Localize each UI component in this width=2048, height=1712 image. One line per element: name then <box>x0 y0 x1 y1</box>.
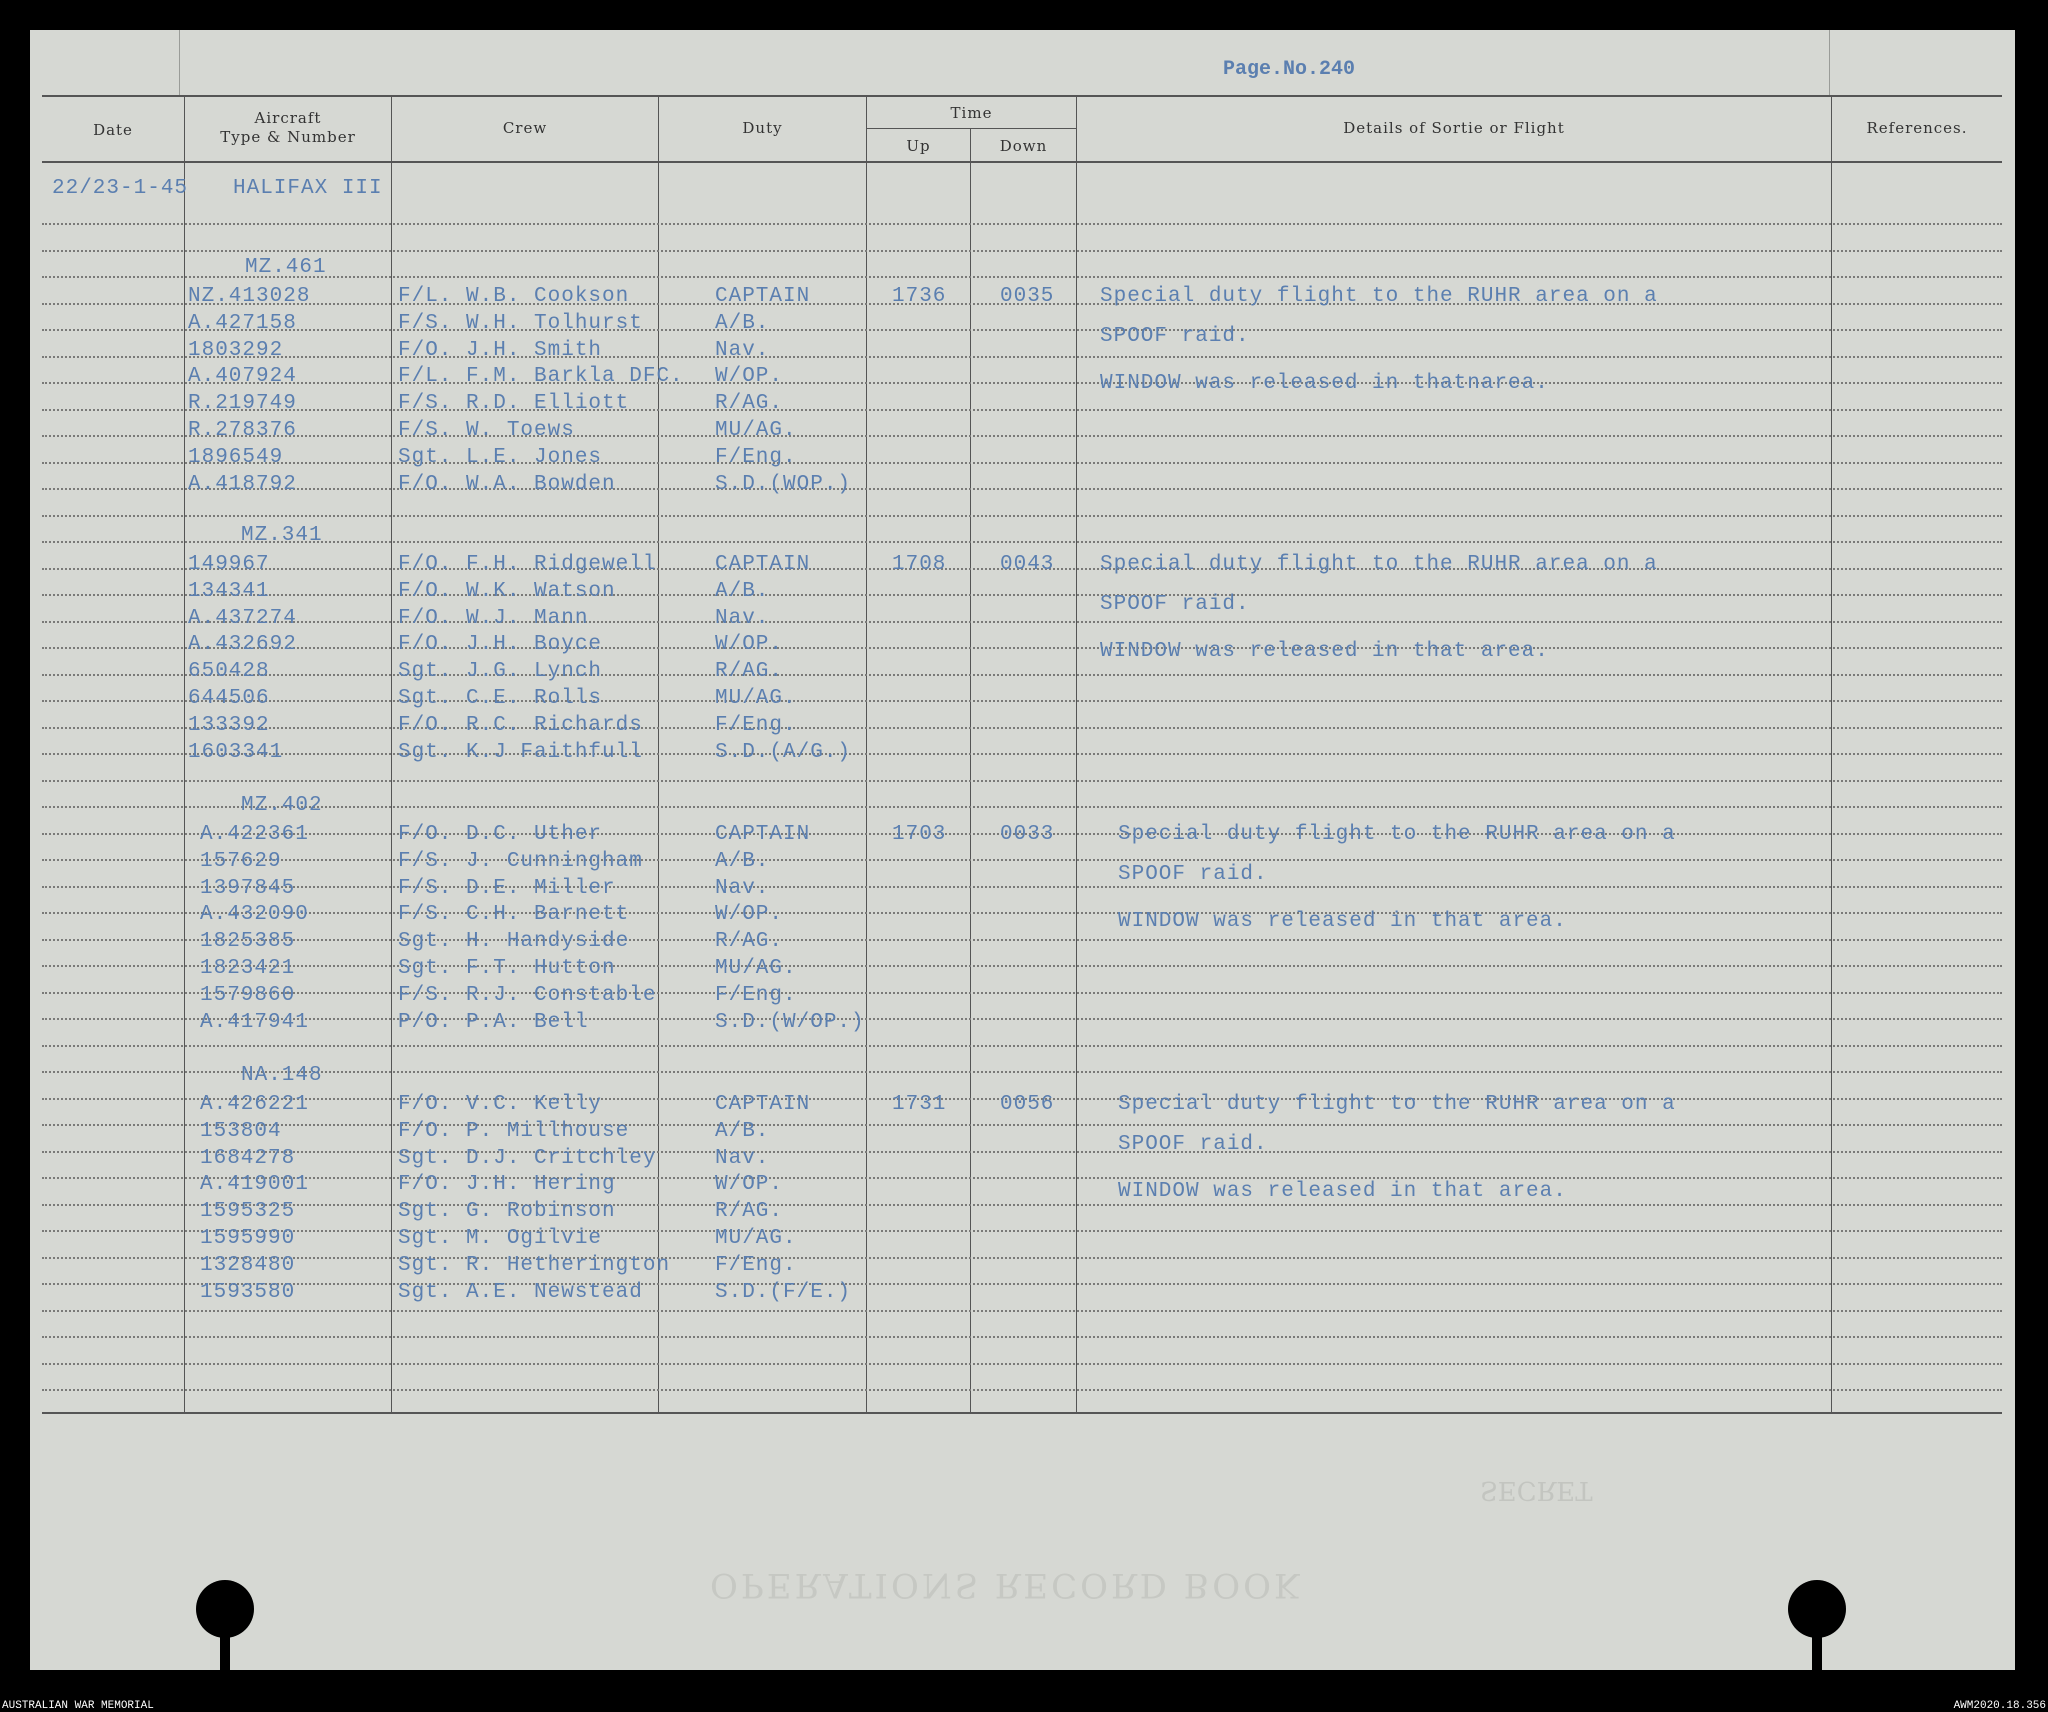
header-references: References. <box>1866 119 1968 137</box>
crew-name: F/S. W.H. Tolhurst <box>398 311 643 335</box>
page-number: Page.No.240 <box>1223 58 1356 81</box>
service-number: 149967 <box>188 553 270 576</box>
header-date: Date <box>93 121 133 139</box>
ruled-line <box>42 965 2002 967</box>
ruled-line <box>42 859 2002 861</box>
caption-left: AUSTRALIAN WAR MEMORIAL <box>2 1700 154 1712</box>
crew-name: F/O. J.H. Boyce <box>398 633 603 657</box>
time-up: 1703 <box>892 823 947 846</box>
ruled-line <box>42 939 2002 941</box>
crew-name: Sgt. R. Hetherington <box>398 1253 671 1277</box>
ruled-line <box>42 223 2002 225</box>
crew-duty: F/Eng. <box>715 1253 797 1277</box>
details-line: SPOOF raid. <box>1100 593 1250 616</box>
bleedthrough-secret: SECRET <box>1480 1475 1593 1505</box>
ruled-line <box>42 488 2002 490</box>
service-number: 133392 <box>188 713 270 737</box>
details-line: WINDOW was released in that area. <box>1118 1180 1567 1203</box>
service-number: A.432090 <box>200 903 309 927</box>
time-down: 0056 <box>1000 1093 1055 1116</box>
crew-name: F/O. W.K. Watson <box>398 579 616 603</box>
details-line: SPOOF raid. <box>1100 325 1250 348</box>
ruled-line <box>42 700 2002 702</box>
crew-name: F/O. F.H. Ridgewell <box>398 553 657 576</box>
ruled-line <box>42 382 2002 384</box>
service-number: 1397845 <box>200 876 296 900</box>
ruled-line <box>42 1389 2002 1391</box>
ruled-line <box>42 1257 2002 1259</box>
ruled-line <box>42 276 2002 278</box>
crew-duty: R/AG. <box>715 392 784 416</box>
crew-duty: CAPTAIN <box>715 823 811 846</box>
crew-duty: S.D.(F/E.) <box>715 1280 852 1304</box>
ruled-line <box>42 886 2002 888</box>
header-crew: Crew <box>502 119 548 137</box>
record-page <box>30 30 2015 1670</box>
aircraft-serial: MZ.402 <box>241 794 323 817</box>
crew-duty: S.D.(A/G.) <box>715 740 852 764</box>
ruled-line <box>42 329 2002 331</box>
details-line: WINDOW was released in that area. <box>1100 640 1549 663</box>
header-time-down: Down <box>999 137 1048 155</box>
ruled-line <box>42 409 2002 411</box>
crew-duty: R/AG. <box>715 930 784 954</box>
ruled-line <box>42 780 2002 782</box>
header-bottom-rule <box>42 161 2002 163</box>
crew-duty: CAPTAIN <box>715 553 811 576</box>
aircraft-type: HALIFAX III <box>233 177 383 200</box>
crew-duty: A/B. <box>715 849 770 873</box>
time-sub-rule <box>866 128 1076 129</box>
service-number: R.219749 <box>188 392 297 416</box>
service-number: 157629 <box>200 849 282 873</box>
crew-name: Sgt. H. Handyside <box>398 930 630 954</box>
details-line: SPOOF raid. <box>1118 1133 1268 1156</box>
ruled-line <box>42 1363 2002 1365</box>
crew-duty: CAPTAIN <box>715 1093 811 1116</box>
ruled-line <box>42 541 2002 543</box>
ruled-line <box>42 992 2002 994</box>
crew-name: Sgt. D.J. Critchley <box>398 1146 657 1170</box>
service-number: A.407924 <box>188 365 297 389</box>
crew-name: Sgt. A.E. Newstead <box>398 1280 643 1304</box>
service-number: 1595325 <box>200 1200 296 1224</box>
ruled-line <box>42 621 2002 623</box>
ruled-line <box>42 753 2002 755</box>
ruled-line <box>42 1018 2002 1020</box>
service-number: A.432692 <box>188 633 297 657</box>
crew-name: F/S. C.H. Barnett <box>398 903 630 927</box>
service-number: A.422361 <box>200 823 309 846</box>
crew-duty: Nav. <box>715 876 770 900</box>
header-aircraft-line1: Aircraft <box>254 109 322 127</box>
time-up: 1708 <box>892 553 947 576</box>
time-up: 1731 <box>892 1093 947 1116</box>
crew-duty: A/B. <box>715 1119 770 1143</box>
ruled-line <box>42 250 2002 252</box>
service-number: 1825385 <box>200 930 296 954</box>
ruled-line <box>42 1071 2002 1073</box>
details-line: Special duty flight to the RUHR area on a <box>1100 553 1658 576</box>
crew-duty: MU/AG. <box>715 687 797 710</box>
service-number: 134341 <box>188 579 270 603</box>
crew-duty: W/OP. <box>715 365 784 389</box>
ruled-line <box>42 1230 2002 1232</box>
crew-name: Sgt. G. Robinson <box>398 1200 616 1224</box>
crew-duty: A/B. <box>715 311 770 335</box>
ruled-line <box>42 462 2002 464</box>
crew-name: F/L. W.B. Cookson <box>398 285 630 308</box>
crew-name: F/O. J.H. Smith <box>398 338 603 362</box>
crew-duty: Nav. <box>715 338 770 362</box>
top-tick-2 <box>1829 30 1830 95</box>
table-bottom-rule <box>42 1412 2002 1414</box>
crew-name: Sgt. M. Ogilvie <box>398 1227 603 1250</box>
crew-duty: W/OP. <box>715 633 784 657</box>
service-number: 1684278 <box>200 1146 296 1170</box>
crew-name: F/O. V.C. Kelly <box>398 1093 603 1116</box>
details-line: Special duty flight to the RUHR area on a <box>1100 285 1658 308</box>
crew-name: F/O. W.J. Mann <box>398 606 589 630</box>
service-number: 1803292 <box>188 338 284 362</box>
time-down: 0033 <box>1000 823 1055 846</box>
ruled-line <box>42 1151 2002 1153</box>
service-number: A.418792 <box>188 472 297 496</box>
header-time: Time <box>950 104 993 122</box>
crew-duty: F/Eng. <box>715 713 797 737</box>
ruled-line <box>42 912 2002 914</box>
aircraft-serial: NA.148 <box>241 1064 323 1087</box>
col-line-up <box>970 128 971 1412</box>
ruled-line <box>42 674 2002 676</box>
ruled-line <box>42 1336 2002 1338</box>
ruled-line <box>42 515 2002 517</box>
ruled-line <box>42 435 2002 437</box>
crew-name: F/O. W.A. Bowden <box>398 472 616 496</box>
crew-duty: MU/AG. <box>715 419 797 442</box>
service-number: A.426221 <box>200 1093 309 1116</box>
crew-name: F/S. J. Cunningham <box>398 849 643 873</box>
service-number: 1579860 <box>200 983 296 1007</box>
crew-duty: R/AG. <box>715 1200 784 1224</box>
service-number: A.419001 <box>200 1173 309 1197</box>
service-number: 1896549 <box>188 445 284 469</box>
crew-name: F/S. R.D. Elliott <box>398 392 630 416</box>
crew-duty: W/OP. <box>715 903 784 927</box>
ruled-line <box>42 1124 2002 1126</box>
details-line: Special duty flight to the RUHR area on a <box>1118 1093 1676 1116</box>
crew-name: F/O. R.C. Richards <box>398 713 643 737</box>
header-top-rule <box>42 95 2002 97</box>
time-down: 0035 <box>1000 285 1055 308</box>
bleedthrough-title: OPERATIONS RECORD BOOK <box>710 1565 1303 1605</box>
crew-duty: MU/AG. <box>715 957 797 980</box>
time-up: 1736 <box>892 285 947 308</box>
crew-name: P/O. P.A. Bell <box>398 1010 589 1034</box>
ruled-line <box>42 356 2002 358</box>
crew-duty: MU/AG. <box>715 1227 797 1250</box>
aircraft-serial: MZ.341 <box>241 524 323 547</box>
crew-name: F/S. D.E. Miller <box>398 876 616 900</box>
crew-name: F/O. J.H. Hering <box>398 1173 616 1197</box>
crew-duty: Nav. <box>715 1146 770 1170</box>
service-number: 1328480 <box>200 1253 296 1277</box>
ruled-line <box>42 1177 2002 1179</box>
crew-duty: F/Eng. <box>715 983 797 1007</box>
crew-name: F/O. D.C. Uther <box>398 823 603 846</box>
crew-duty: A/B. <box>715 579 770 603</box>
crew-name: F/S. W. Toews <box>398 419 575 442</box>
service-number: A.437274 <box>188 606 297 630</box>
service-number: 650428 <box>188 660 270 684</box>
ruled-line <box>42 1204 2002 1206</box>
caption-right: AWM2020.18.356 <box>1953 1700 2046 1712</box>
aircraft-serial: MZ.461 <box>245 256 327 279</box>
crew-name: Sgt. F.T. Hutton <box>398 957 616 980</box>
service-number: A.417941 <box>200 1010 309 1034</box>
ruled-line <box>42 806 2002 808</box>
header-aircraft-line2: Type & Number <box>220 128 356 146</box>
ruled-line <box>42 1283 2002 1285</box>
binding-pin-right <box>1812 1620 1822 1670</box>
crew-duty: S.D.(WOP.) <box>715 472 852 496</box>
crew-duty: F/Eng. <box>715 445 797 469</box>
service-number: NZ.413028 <box>188 285 311 308</box>
service-number: 153804 <box>200 1119 282 1143</box>
crew-name: F/L. F.M. Barkla DFC. <box>398 365 684 389</box>
header-details: Details of Sortie or Flight <box>1343 119 1565 137</box>
crew-duty: R/AG. <box>715 660 784 684</box>
crew-name: Sgt. L.E. Jones <box>398 445 603 469</box>
header-duty: Duty <box>742 119 783 137</box>
ruled-line <box>42 727 2002 729</box>
service-number: A.427158 <box>188 311 297 335</box>
crew-duty: Nav. <box>715 606 770 630</box>
ruled-line <box>42 1045 2002 1047</box>
date-entry: 22/23-1-45 <box>52 177 189 200</box>
ruled-line <box>42 594 2002 596</box>
crew-name: Sgt. C.E. Rolls <box>398 687 603 710</box>
ruled-line <box>42 647 2002 649</box>
details-line: WINDOW was released in that area. <box>1118 910 1567 933</box>
ruled-line <box>42 1310 2002 1312</box>
details-line: Special duty flight to the RUHR area on a <box>1118 823 1676 846</box>
service-number: 1603341 <box>188 740 284 764</box>
details-line: SPOOF raid. <box>1118 863 1268 886</box>
service-number: 1593580 <box>200 1280 296 1304</box>
top-tick-1 <box>179 30 180 95</box>
header-time-up: Up <box>906 137 931 155</box>
service-number: 1595990 <box>200 1227 296 1250</box>
crew-name: Sgt. K.J Faithfull <box>398 740 643 764</box>
binding-pin-left <box>220 1620 230 1670</box>
details-line: WINDOW was released in thatnarea. <box>1100 372 1549 395</box>
service-number: 1823421 <box>200 957 296 980</box>
crew-name: F/S. R.J. Constable <box>398 983 657 1007</box>
crew-duty: S.D.(W/OP.) <box>715 1010 865 1034</box>
crew-duty: W/OP. <box>715 1173 784 1197</box>
service-number: 644506 <box>188 687 270 710</box>
time-down: 0043 <box>1000 553 1055 576</box>
service-number: R.278376 <box>188 419 297 442</box>
crew-name: Sgt. J.G. Lynch <box>398 660 603 684</box>
crew-duty: CAPTAIN <box>715 285 811 308</box>
crew-name: F/O. P. Millhouse <box>398 1119 630 1143</box>
